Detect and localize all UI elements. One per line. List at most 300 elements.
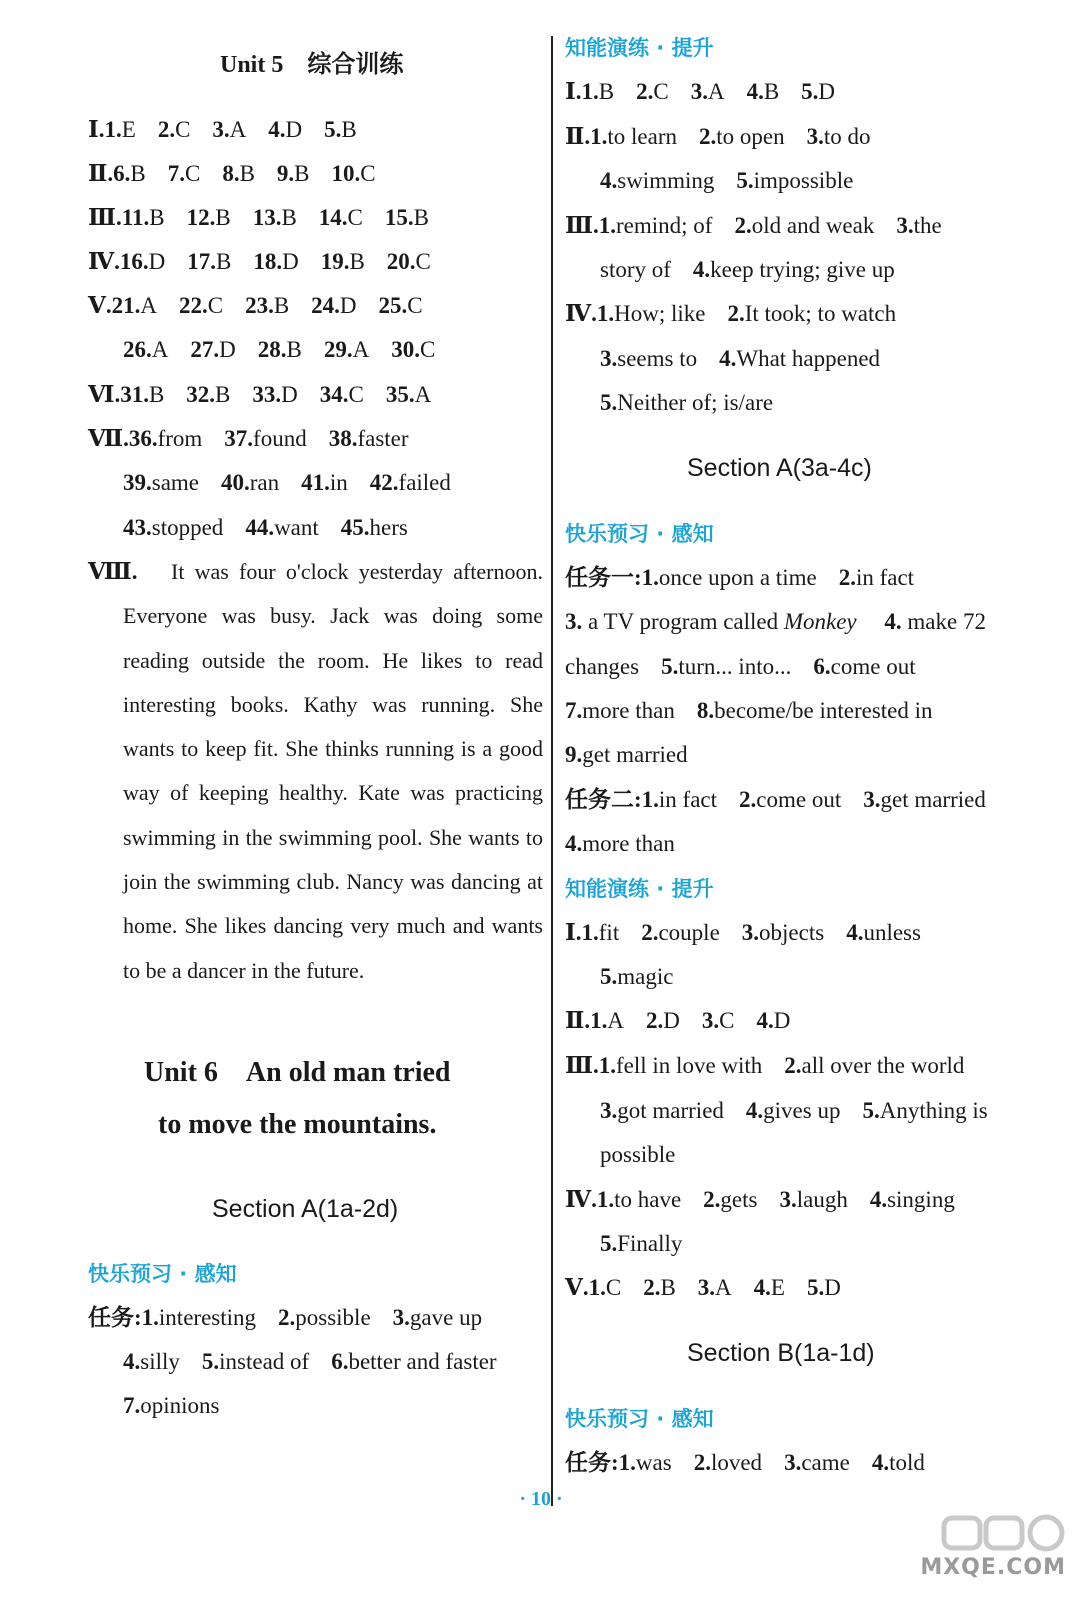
answer-row	[88, 115, 357, 145]
answer-row	[88, 513, 408, 543]
item-number: 4.	[565, 831, 583, 856]
section-label: Ⅴ.	[88, 293, 112, 318]
answer-row	[565, 829, 675, 859]
item-number: 29.	[323, 337, 353, 362]
answer-row	[565, 211, 942, 241]
item-answer: gave up	[409, 1305, 483, 1330]
section-heading: Section A(3a-4c)	[687, 454, 872, 482]
answer-row	[88, 291, 423, 321]
answer-row	[565, 1006, 790, 1036]
item-answer: A	[414, 382, 432, 407]
answer-row-monkey	[565, 607, 986, 637]
answer-row	[565, 166, 853, 196]
item-number: 36.	[128, 426, 158, 451]
item-answer: more than	[582, 698, 675, 723]
item-number: 4.	[884, 609, 902, 634]
item-answer: opinions	[140, 1393, 220, 1418]
item-number: 5.	[600, 964, 618, 989]
item-answer: in fact	[658, 787, 718, 812]
item-number: 1.	[641, 787, 659, 812]
item-answer: D	[824, 1275, 841, 1300]
item-answer: to open	[716, 124, 785, 149]
item-answer: told	[889, 1450, 925, 1475]
answer-row	[565, 388, 773, 418]
item-number: 1.	[590, 124, 608, 149]
item-answer: to learn	[607, 124, 677, 149]
item-answer: gives up	[763, 1098, 841, 1123]
item-number: 4.	[600, 168, 618, 193]
item-answer: C	[605, 1275, 622, 1300]
item-number: 41.	[301, 470, 330, 495]
item-number: 25.	[378, 293, 408, 318]
section-label: Ⅰ.	[565, 920, 582, 945]
item-answer: B	[349, 249, 365, 274]
item-answer: B	[149, 205, 165, 230]
item-number: 2.	[278, 1305, 296, 1330]
item-answer: got married	[617, 1098, 724, 1123]
item-answer: E	[121, 117, 136, 142]
item-number: 2.	[734, 213, 752, 238]
item-number: 15.	[384, 205, 414, 230]
item-answer: magic	[617, 964, 674, 989]
item-number: 2.	[838, 565, 856, 590]
item-answer: get married	[582, 742, 688, 767]
item-answer: found	[253, 426, 307, 451]
answer-row	[565, 299, 896, 329]
item-number: 3.	[392, 1305, 410, 1330]
item-answer: B	[148, 382, 165, 407]
item-number: 1.	[598, 1053, 617, 1078]
unit6-title-line1: Unit 6 An old man tried	[144, 1057, 451, 1088]
item-number: 14.	[318, 205, 348, 230]
item-answer: C	[207, 293, 224, 318]
item-answer: C	[360, 161, 376, 186]
item-answer: C	[175, 117, 191, 142]
item-number: 39.	[123, 470, 152, 495]
item-number: 21.	[111, 293, 141, 318]
item-answer: A	[229, 117, 247, 142]
item-answer: old and weak	[751, 213, 875, 238]
item-number: 6.	[813, 654, 831, 679]
item-number: 1.	[596, 1187, 615, 1212]
item-answer: to have	[614, 1187, 682, 1212]
item-answer: fit	[598, 920, 620, 945]
item-answer: D	[282, 249, 299, 274]
answer-row	[565, 918, 921, 948]
item-answer: ran	[249, 470, 280, 495]
item-answer: possible	[600, 1142, 676, 1167]
item-number: 31.	[120, 382, 149, 407]
item-answer: seems to	[617, 346, 698, 371]
section-label: Ⅲ.	[565, 1053, 599, 1078]
item-number: 37.	[224, 426, 254, 451]
item-number: 3.	[600, 346, 618, 371]
item-answer: A	[352, 337, 370, 362]
answer-row	[565, 696, 933, 726]
item-number: 3.	[863, 787, 881, 812]
item-answer: all over the world	[801, 1053, 965, 1078]
item-number: 3.	[690, 79, 708, 104]
item-answer: E	[770, 1275, 785, 1300]
item-answer: How; like	[614, 301, 706, 326]
item-answer: B	[341, 117, 357, 142]
item-number: 12.	[186, 205, 216, 230]
item-answer: in	[329, 470, 348, 495]
item-number: 30.	[391, 337, 420, 362]
item-number: 9.	[276, 161, 295, 186]
item-number: 27.	[190, 337, 220, 362]
item-answer: impossible	[753, 168, 854, 193]
item-answer: Anything is	[879, 1098, 988, 1123]
essay-paragraph: It was four o'clock yesterday afternoon. Everyone was busy. Jack was doing some reading outside the room. He likes to read interesting books. Kathy was running. She wants to keep fit. She thinks running is a good way of keeping healthy. Kate was practicing swimming in the swimming pool. She wants to join the swimming club. Nancy was dancing at home. She likes dancing very much and wants to be a dancer in the future.	[123, 559, 543, 983]
item-answer: fell in love with	[616, 1053, 763, 1078]
item-answer: It took; to watch	[744, 301, 897, 326]
item-answer: couple	[658, 920, 720, 945]
item-answer: objects	[759, 920, 825, 945]
item-number: 3.	[212, 117, 230, 142]
item-answer: the	[913, 213, 942, 238]
item-answer: same	[151, 470, 200, 495]
item-number: 5.	[600, 1231, 618, 1256]
section-label: Ⅱ.	[565, 124, 591, 149]
item-answer: C	[719, 1008, 735, 1033]
item-answer: B	[273, 293, 290, 318]
item-number: 3.	[701, 1008, 720, 1033]
item-answer: interesting	[158, 1305, 257, 1330]
item-number: 24.	[311, 293, 340, 318]
item-answer: a TV program called	[588, 609, 779, 634]
item-number: 5.	[806, 1275, 825, 1300]
column-divider	[551, 36, 553, 1506]
item-number: 4.	[746, 79, 764, 104]
item-answer: C	[407, 293, 423, 318]
watermark-text: MXQE.COM	[920, 1555, 1066, 1580]
item-answer: D	[148, 249, 166, 274]
answer-row	[565, 122, 871, 152]
answer-row	[565, 652, 916, 682]
answer-row	[88, 247, 431, 277]
item-answer: D	[773, 1008, 791, 1033]
item-number: 2.	[641, 920, 659, 945]
item-number: 4.	[268, 117, 286, 142]
answer-row	[88, 1347, 497, 1377]
item-answer: D	[285, 117, 303, 142]
answer-row	[565, 1273, 841, 1303]
item-answer: B	[286, 337, 302, 362]
item-number: 3.	[565, 609, 583, 634]
item-answer: D	[818, 79, 836, 104]
item-number: 42.	[369, 470, 399, 495]
item-number: 3.	[741, 920, 760, 945]
item-answer: singing	[887, 1187, 955, 1212]
answer-row	[88, 1391, 219, 1421]
item-answer: faster	[357, 426, 409, 451]
section-label: Ⅲ.	[88, 205, 122, 230]
preview-heading: 快乐预习 · 感知	[565, 522, 714, 546]
item-number: 6.	[113, 161, 131, 186]
item-number: 2.	[727, 301, 745, 326]
item-answer: more than	[582, 831, 675, 856]
answer-row	[88, 335, 435, 365]
item-answer: keep trying; give up	[710, 257, 895, 282]
item-answer: gets	[720, 1187, 758, 1212]
item-number: 2.	[703, 1187, 721, 1212]
item-number: 1.	[590, 1008, 608, 1033]
item-number: 33.	[252, 382, 282, 407]
item-number: 5.	[862, 1098, 880, 1123]
item-answer: B	[215, 205, 231, 230]
item-answer: A	[707, 79, 725, 104]
item-answer: B	[215, 382, 231, 407]
unit6-title-line2: to move the mountains.	[158, 1109, 437, 1140]
item-number: 18.	[253, 249, 283, 274]
item-number: 1.	[581, 920, 599, 945]
item-answer: changes	[565, 654, 640, 679]
item-answer: swimming	[617, 168, 715, 193]
item-number: 7.	[565, 698, 583, 723]
item-answer: B	[413, 205, 429, 230]
answer-row	[565, 1448, 925, 1478]
item-number: 5.	[324, 117, 342, 142]
item-number: 2.	[784, 1053, 802, 1078]
item-number: 4.	[692, 257, 711, 282]
item-number: 4.	[871, 1450, 890, 1475]
section-label: Ⅰ.	[565, 79, 582, 104]
item-number: 8.	[222, 161, 240, 186]
item-number: 7.	[123, 1393, 141, 1418]
page-number: · 10 ·	[519, 1488, 563, 1510]
item-number: 4.	[745, 1098, 764, 1123]
item-answer: Finally	[617, 1231, 683, 1256]
item-answer: D	[281, 382, 298, 407]
item-answer: hers	[369, 515, 408, 540]
item-number: 4.	[869, 1187, 888, 1212]
answer-row	[565, 962, 673, 992]
answer-row	[88, 468, 451, 498]
item-answer: came	[801, 1450, 850, 1475]
answer-row	[565, 1229, 682, 1259]
item-number: 40.	[221, 470, 250, 495]
item-number: 16.	[119, 249, 149, 274]
item-number: 1.	[104, 117, 122, 142]
item-number: 5.	[736, 168, 754, 193]
item-number: 38.	[328, 426, 358, 451]
item-number: 3.	[806, 124, 824, 149]
section-label: Ⅱ.	[88, 161, 114, 186]
item-answer: C	[348, 382, 364, 407]
item-number: 2.	[646, 1008, 664, 1033]
item-number: 2.	[157, 117, 176, 142]
item-number: 17.	[187, 249, 216, 274]
item-answer: C	[415, 249, 431, 274]
item-number: 26.	[123, 337, 152, 362]
answer-row	[565, 1185, 955, 1215]
answer-row	[565, 77, 835, 107]
section-heading: Section A(1a-2d)	[212, 1195, 399, 1223]
item-answer: C	[184, 161, 201, 186]
item-number: 11.	[121, 205, 150, 230]
item-answer: loved	[710, 1450, 763, 1475]
item-answer: B	[763, 79, 780, 104]
answer-row	[88, 424, 409, 454]
item-answer: get married	[880, 787, 986, 812]
section-viii-label: Ⅷ.	[88, 559, 138, 584]
item-number: 34.	[319, 382, 349, 407]
item-number: 2.	[643, 1275, 661, 1300]
item-number: 8.	[696, 698, 715, 723]
item-number: 4.	[756, 1008, 774, 1033]
section-label: Ⅵ.	[88, 382, 121, 407]
item-answer: turn... into...	[678, 654, 792, 679]
item-answer: from	[157, 426, 203, 451]
item-number: 1.	[588, 1275, 606, 1300]
item-number: 7.	[167, 161, 185, 186]
item-answer-italic: Monkey	[783, 609, 857, 634]
practice-heading: 知能演练 · 提升	[565, 36, 714, 60]
item-answer: C	[419, 337, 436, 362]
item-answer: come out	[756, 787, 842, 812]
item-number: 5.	[600, 390, 618, 415]
item-answer: A	[715, 1275, 732, 1300]
item-answer: D	[339, 293, 357, 318]
preview-heading: 快乐预习 · 感知	[88, 1262, 237, 1286]
item-number: 3.	[784, 1450, 802, 1475]
answer-row	[88, 159, 376, 189]
section-label: 任务二:	[565, 787, 642, 812]
item-number: 4.	[719, 346, 737, 371]
item-number: 5.	[661, 654, 679, 679]
item-number: 3.	[697, 1275, 716, 1300]
section-label: 任务:	[88, 1305, 142, 1330]
item-answer: B	[660, 1275, 676, 1300]
item-answer: A	[151, 337, 169, 362]
item-answer: to do	[823, 124, 871, 149]
item-answer: was	[635, 1450, 672, 1475]
item-number: 1.	[641, 565, 659, 590]
item-answer: B	[281, 205, 297, 230]
item-number: 43.	[123, 515, 152, 540]
item-number: 5.	[801, 79, 819, 104]
item-answer: stopped	[151, 515, 224, 540]
item-number: 35.	[385, 382, 415, 407]
section-label: Ⅲ.	[565, 213, 599, 238]
item-number: 5.	[201, 1349, 220, 1374]
item-answer: B	[598, 79, 615, 104]
section-label: 任务:	[565, 1450, 619, 1475]
item-number: 2.	[739, 787, 757, 812]
answer-row	[88, 203, 429, 233]
item-number: 20.	[386, 249, 416, 274]
item-number: 1.	[618, 1450, 636, 1475]
practice-heading: 知能演练 · 提升	[565, 877, 714, 901]
item-number: 44.	[245, 515, 275, 540]
item-number: 1.	[581, 79, 599, 104]
item-number: 1.	[141, 1305, 159, 1330]
answer-row	[565, 740, 688, 770]
unit5-title: Unit 5 综合训练	[220, 52, 404, 78]
item-answer: come out	[830, 654, 916, 679]
item-number: 28.	[257, 337, 287, 362]
item-answer: story of	[600, 257, 671, 282]
item-answer: What happened	[736, 346, 881, 371]
item-answer: instead of	[219, 1349, 310, 1374]
item-answer: better and faster	[348, 1349, 497, 1374]
item-number: 2.	[699, 124, 717, 149]
item-number: 23.	[245, 293, 274, 318]
answer-row	[565, 785, 986, 815]
item-answer: laugh	[796, 1187, 848, 1212]
item-answer: A	[140, 293, 157, 318]
item-answer: A	[607, 1008, 625, 1033]
section-label: Ⅴ.	[565, 1275, 589, 1300]
item-answer: B	[215, 249, 232, 274]
item-answer: D	[219, 337, 236, 362]
item-number: 4.	[123, 1349, 141, 1374]
section-label: 任务一:	[565, 565, 642, 590]
item-number: 6.	[331, 1349, 349, 1374]
item-answer: silly	[140, 1349, 180, 1374]
item-answer: C	[653, 79, 669, 104]
item-number: 3.	[779, 1187, 797, 1212]
item-number: 19.	[320, 249, 350, 274]
section-label: Ⅶ.	[88, 426, 129, 451]
item-number: 2.	[693, 1450, 711, 1475]
section-label: Ⅰ.	[88, 117, 105, 142]
item-number: 32.	[186, 382, 216, 407]
item-answer: failed	[398, 470, 451, 495]
item-answer: possible	[295, 1305, 371, 1330]
section-label: Ⅳ.	[88, 249, 120, 274]
answer-row	[88, 380, 431, 410]
answer-row	[565, 344, 880, 374]
preview-heading: 快乐预习 · 感知	[565, 1407, 714, 1431]
item-answer: D	[663, 1008, 680, 1033]
item-answer: want	[274, 515, 319, 540]
answer-row	[565, 1140, 675, 1170]
item-number: 45.	[340, 515, 370, 540]
section-label: Ⅳ.	[565, 1187, 597, 1212]
item-answer: B	[239, 161, 255, 186]
item-answer: B	[130, 161, 146, 186]
item-answer: become/be interested in	[714, 698, 933, 723]
item-answer: B	[294, 161, 310, 186]
item-number: 1.	[596, 301, 615, 326]
item-number: 22.	[178, 293, 208, 318]
item-number: 3.	[600, 1098, 618, 1123]
item-answer: Neither of; is/are	[617, 390, 774, 415]
answer-row	[88, 1303, 482, 1333]
item-answer: C	[347, 205, 363, 230]
item-number: 9.	[565, 742, 583, 767]
item-number: 10.	[331, 161, 361, 186]
answer-row	[565, 1051, 964, 1081]
answer-row	[565, 1096, 988, 1126]
item-number: 3.	[896, 213, 914, 238]
section-label: Ⅳ.	[565, 301, 597, 326]
item-number: 2.	[636, 79, 654, 104]
answer-row	[565, 255, 895, 285]
item-answer: make 72	[907, 609, 986, 634]
item-number: 4.	[846, 920, 864, 945]
item-number: 4.	[753, 1275, 771, 1300]
item-answer: unless	[863, 920, 921, 945]
item-number: 13.	[252, 205, 282, 230]
section-label: Ⅱ.	[565, 1008, 591, 1033]
item-answer: in fact	[855, 565, 915, 590]
answer-row	[565, 563, 914, 593]
item-answer: remind; of	[616, 213, 713, 238]
item-answer: once upon a time	[658, 565, 817, 590]
